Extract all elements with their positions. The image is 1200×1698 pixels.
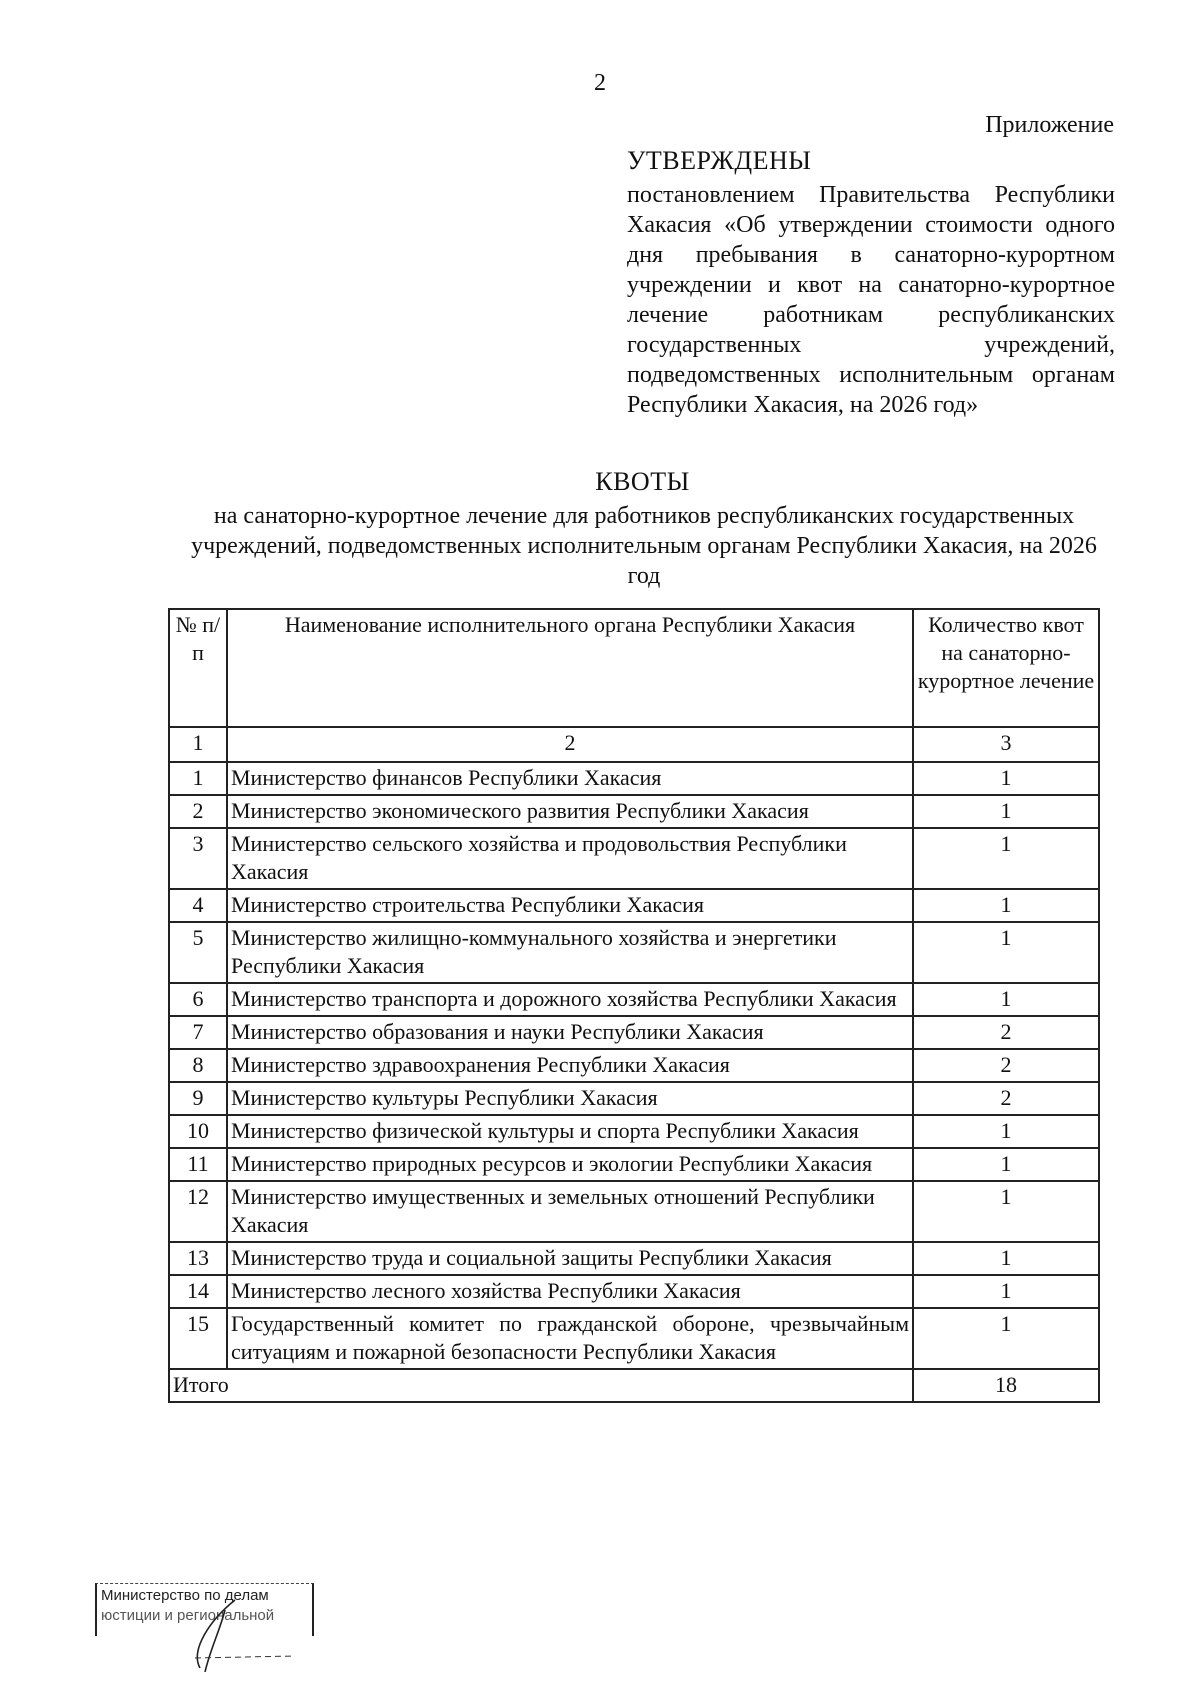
row-agency-name: Министерство имущественных и земельных отношений Республики Хакасия (227, 1181, 913, 1242)
table-row (169, 1049, 1099, 1082)
row-quota: 1 (913, 1275, 1099, 1308)
approval-block (627, 146, 1115, 420)
row-quota: 1 (913, 889, 1099, 922)
row-number: 2 (169, 795, 227, 828)
row-number: 12 (169, 1181, 227, 1242)
table-body (169, 762, 1099, 1369)
row-quota: 1 (913, 922, 1099, 983)
row-quota: 1 (913, 983, 1099, 1016)
column-index-3: 3 (913, 727, 1099, 762)
total-row (169, 1369, 1099, 1402)
row-quota: 1 (913, 795, 1099, 828)
row-quota: 2 (913, 1016, 1099, 1049)
table-row (169, 922, 1099, 983)
row-number: 10 (169, 1115, 227, 1148)
document-title: КВОТЫ (595, 467, 690, 496)
row-quota: 1 (913, 762, 1099, 795)
table-row (169, 1275, 1099, 1308)
row-number: 9 (169, 1082, 227, 1115)
row-agency-name: Министерство финансов Республики Хакасия (227, 762, 913, 795)
row-agency-name: Министерство труда и социальной защиты Республики Хакасия (227, 1242, 913, 1275)
row-quota: 1 (913, 828, 1099, 889)
column-index-row (169, 727, 1099, 762)
header-quota: Количество квот на санаторно-курортное лечение (913, 609, 1099, 727)
row-agency-name: Министерство экономического развития Республики Хакасия (227, 795, 913, 828)
row-quota: 1 (913, 1115, 1099, 1148)
table-row (169, 1308, 1099, 1369)
row-quota: 1 (913, 1181, 1099, 1242)
table-header-row (169, 609, 1099, 727)
appendix-label: Приложение (985, 112, 1114, 138)
row-number: 1 (169, 762, 227, 795)
approved-heading: УТВЕРЖДЕНЫ (627, 146, 812, 175)
column-index-1: 1 (169, 727, 227, 762)
approval-text: постановлением Правительства Республики Хакасия «Об утверждении стоимости одного дня пребывания в санаторно-курортном учреждении и квот на санаторно-курортное лечение работникам республиканских государственных учреждений, подведомственных исполнительным органам Республики Хакасия, на 2026 год» (627, 182, 1115, 418)
table-row (169, 1115, 1099, 1148)
row-number: 11 (169, 1148, 227, 1181)
table-row (169, 1016, 1099, 1049)
row-number: 14 (169, 1275, 227, 1308)
row-number: 3 (169, 828, 227, 889)
stamp-line-1: Министерство по делам (101, 1587, 269, 1604)
row-number: 7 (169, 1016, 227, 1049)
row-agency-name: Министерство строительства Республики Хакасия (227, 889, 913, 922)
total-value: 18 (913, 1369, 1099, 1402)
row-agency-name: Министерство транспорта и дорожного хозяйства Республики Хакасия (227, 983, 913, 1016)
total-label: Итого (169, 1369, 913, 1402)
row-number: 6 (169, 983, 227, 1016)
row-agency-name: Министерство природных ресурсов и экологии Республики Хакасия (227, 1148, 913, 1181)
row-quota: 1 (913, 1308, 1099, 1369)
signature-mark (180, 1590, 300, 1680)
column-index-2: 2 (227, 727, 913, 762)
row-number: 4 (169, 889, 227, 922)
row-agency-name: Министерство физической культуры и спорта Республики Хакасия (227, 1115, 913, 1148)
table-row (169, 795, 1099, 828)
row-agency-name: Министерство жилищно-коммунального хозяйства и энергетики Республики Хакасия (227, 922, 913, 983)
document-subtitle: на санаторно-курортное лечение для работников республиканских государственных учреждений, подведомственных исполнительным органам Республики Хакасия, на 2026 год (191, 503, 1097, 589)
row-quota: 2 (913, 1082, 1099, 1115)
quota-table (168, 608, 1100, 1403)
row-number: 5 (169, 922, 227, 983)
header-name: Наименование исполнительного органа Республики Хакасия (227, 609, 913, 727)
row-number: 8 (169, 1049, 227, 1082)
table-row (169, 1242, 1099, 1275)
table-row (169, 983, 1099, 1016)
row-agency-name: Министерство сельского хозяйства и продовольствия Республики Хакасия (227, 828, 913, 889)
header-num: № п/п (169, 609, 227, 727)
row-number: 15 (169, 1308, 227, 1369)
stamp-line-2: юстиции и региональной (101, 1607, 275, 1624)
row-agency-name: Министерство культуры Республики Хакасия (227, 1082, 913, 1115)
row-agency-name: Министерство образования и науки Республики Хакасия (227, 1016, 913, 1049)
page-number: 2 (594, 70, 606, 96)
table-row (169, 1148, 1099, 1181)
table-row (169, 828, 1099, 889)
table-row (169, 1082, 1099, 1115)
row-agency-name: Министерство лесного хозяйства Республики Хакасия (227, 1275, 913, 1308)
table-row (169, 762, 1099, 795)
row-agency-name: Министерство здравоохранения Республики Хакасия (227, 1049, 913, 1082)
row-quota: 1 (913, 1242, 1099, 1275)
table-row (169, 889, 1099, 922)
row-quota: 1 (913, 1148, 1099, 1181)
row-quota: 2 (913, 1049, 1099, 1082)
row-agency-name: Государственный комитет по гражданской обороне, чрезвычайным ситуациям и пожарной безопасности Республики Хакасия (227, 1308, 913, 1369)
table-row (169, 1181, 1099, 1242)
row-number: 13 (169, 1242, 227, 1275)
